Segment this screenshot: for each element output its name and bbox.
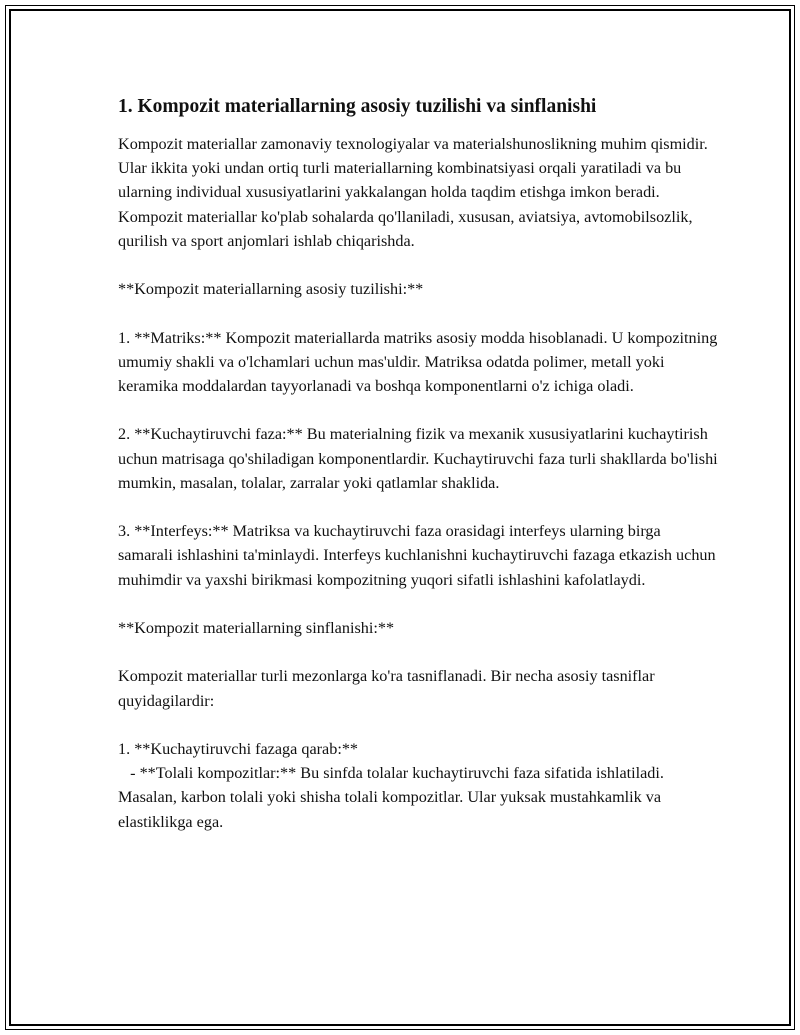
spacer [118,592,718,616]
classification-sub-item: - **Tolali kompozitlar:** Bu sinfda tolalar kuchaytiruvchi faza sifatida ishlatiladi. Masalan, karbon tolali yoki shisha tolali kompozitlar. Ular yuksak mustahkamlik va elastiklikga ega. [118,764,668,831]
classification-heading: **Kompozit materiallarning sinflanishi:** [118,618,395,637]
structure-item-matrix: 1. **Matriks:** Kompozit materiallarda matriks asosiy modda hisoblanadi. U kompozitning umumiy shakli va o'lchamlari uchun mas'uldir. Matriksa odatda polimer, metall yoki keramika moddalardan tayyorlanadi va boshqa komponentlarni o'z ichiga oladi. [118,328,718,395]
structure-item-reinforcement: 2. **Kuchaytiruvchi faza:** Bu materialning fizik va mexanik xususiyatlarini kuchaytirish uchun matrisaga qo'shiladigan komponentlardir. Kuchaytiruvchi faza turli shakllarda bo'lishi mumkin, masalan, tolalar, zarralar yoki qatlamlar shaklida. [118,425,718,492]
structure-heading: **Kompozit materiallarning asosiy tuzilishi:** [118,280,424,299]
classification-sub-heading: 1. **Kuchaytiruvchi fazaga qarab:** [118,739,359,758]
structure-item-interface: 3. **Interfeys:** Matriksa va kuchaytiruvchi faza orasidagi interfeys ularning birga samarali ishlashini ta'minlaydi. Interfeys kuchlanishni kuchaytiruvchi fazaga etkazish uchun muhimdir va yaxshi birikmasi kompozitning yuqori sifatli ishlashini kafolatlaydi. [118,522,716,589]
intro-paragraph: Kompozit materiallar zamonaviy texnologiyalar va materialshunoslikning muhim qismidir. Ular ikkita yoki undan ortiq turli materiallarning kombinatsiyasi orqali yaratiladi va bu ularning individual xususiyatlarini yakkalangan holda taqdim etishga imkon beradi. Kompozit materiallar ko'plab sohalarda qo'llaniladi, xususan, aviatsiya, avtomobilsozlik, qurilish va sport anjomlari ishlab chiqarishda. [118,135,708,250]
section-title: 1. Kompozit materiallarning asosiy tuzilishi va sinflanishi [118,96,597,117]
spacer [118,253,718,277]
document-body [118,93,718,834]
spacer [118,301,718,325]
spacer [118,640,718,664]
spacer [118,713,718,737]
spacer [118,398,718,422]
spacer [118,495,718,519]
classification-intro: Kompozit materiallar turli mezonlarga ko'ra tasniflanadi. Bir necha asosiy tasniflar quyidagilardir: [118,667,655,710]
